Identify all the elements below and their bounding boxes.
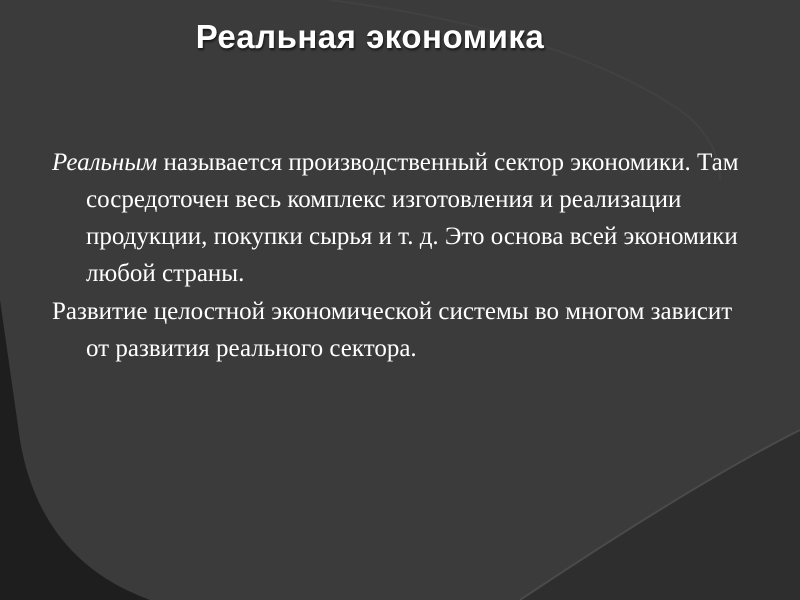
paragraph-definition	[52, 144, 752, 292]
slide-title: Реальная экономика	[195, 18, 545, 55]
slide-body	[52, 144, 752, 367]
paragraph-development: Развитие целостной экономической системы во многом зависит от развития реального сектора.	[52, 298, 733, 362]
emphasized-term: Реальным	[52, 149, 158, 176]
paragraph-definition-text: называется производственный сектор экономики. Там сосредоточен весь комплекс изготовления и реализации продукции, покупки сырья и т. д. Это основа всей экономики любой страны.	[86, 149, 739, 287]
